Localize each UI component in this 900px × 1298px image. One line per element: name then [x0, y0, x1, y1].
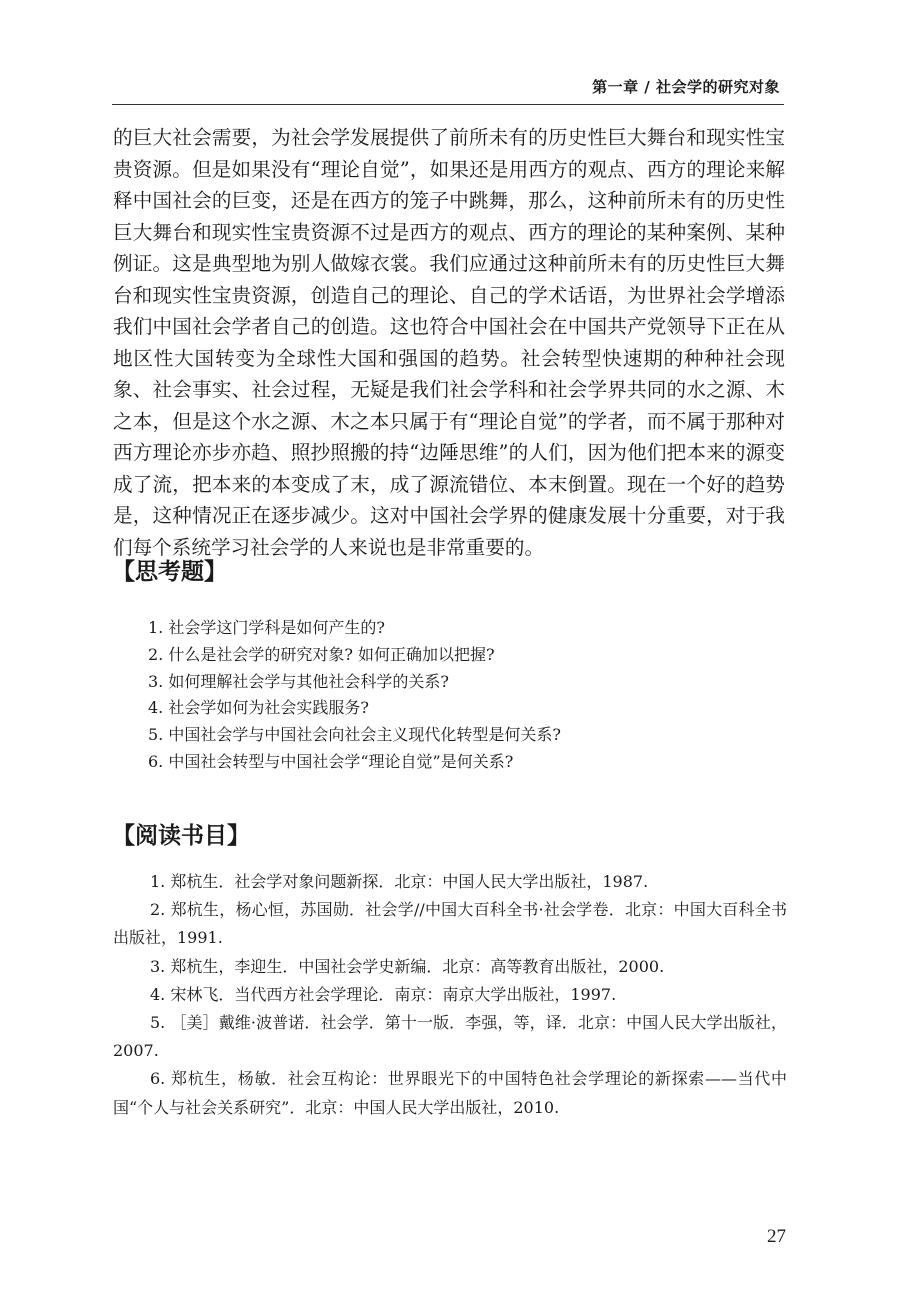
page-number: 27	[767, 1226, 786, 1247]
question-item: 3. 如何理解社会学与其他社会科学的关系?	[148, 671, 449, 691]
running-header-chapter-title: 第一章 / 社会学的研究对象	[592, 78, 780, 96]
reading-item: 2. 郑杭生，杨心恒，苏国勋．社会学//中国大百科全书·社会学卷．北京：中国大百科全书出版社，1991.	[113, 900, 787, 948]
question-item: 4. 社会学如何为社会实践服务?	[148, 698, 369, 718]
body-paragraph: 的巨大社会需要，为社会学发展提供了前所未有的历史性巨大舞台和现实性宝贵资源。但是如果没有“理论自觉”，如果还是用西方的观点、西方的理论来解释中国社会的巨变，还是在西方的笼子中跳舞，那么，这种前所未有的历史性巨大舞台和现实性宝贵资源不过是西方的观点、西方的理论的某种案例、某种例证。这是典型地为别人做嫁衣裳。我们应通过这种前所未有的历史性巨大舞台和现实性宝贵资源，创造自己的理论、自己的学术话语，为世界社会学增添我们中国社会学者自己的创造。这也符合中国社会在中国共产党领导下正在从地区性大国转变为全球性大国和强国的趋势。社会转型快速期的种种社会现象、社会事实、社会过程，无疑是我们社会学科和社会学界共同的水之源、木之本，但是这个水之源、木之本只属于有“理论自觉”的学者，而不属于那种对西方理论亦步亦趋、照抄照搬的持“边陲思维”的人们，因为他们把本来的源变成了流，把本来的本变成了末，成了源流错位、本末倒置。现在一个好的趋势是，这种情况正在逐步减少。这对中国社会学界的健康发展十分重要，对于我们每个系统学习社会学的人来说也是非常重要的。	[113, 126, 785, 559]
readings-heading: 【阅读书目】	[112, 823, 250, 849]
reading-item: 1. 郑杭生．社会学对象问题新探．北京：中国人民大学出版社，1987.	[150, 872, 649, 891]
reading-item: 6. 郑杭生，杨敏．社会互构论：世界眼光下的中国特色社会学理论的新探索——当代中国“个人与社会关系研究”．北京：中国人民大学出版社，2010.	[113, 1069, 787, 1117]
question-item: 1. 社会学这门学科是如何产生的?	[148, 618, 385, 637]
question-item: 5. 中国社会学与中国社会向社会主义现代化转型是何关系?	[148, 725, 561, 745]
questions-heading: 【思考题】	[112, 559, 227, 585]
questions-list	[148, 615, 788, 776]
header-divider	[112, 104, 784, 105]
readings-list	[113, 868, 787, 1122]
question-item: 2. 什么是社会学的研究对象? 如何正确加以把握?	[148, 644, 495, 664]
question-item: 6. 中国社会转型与中国社会学“理论自觉”是何关系?	[148, 751, 514, 771]
reading-item: 3. 郑杭生，李迎生．中国社会学史新编．北京：高等教育出版社，2000.	[150, 956, 665, 976]
reading-item: 4. 宋林飞．当代西方社会学理论．南京：南京大学出版社，1997.	[150, 984, 617, 1004]
reading-item: 5. ［美］戴维·波普诺．社会学．第十一版．李强，等，译．北京：中国人民大学出版社，2007.	[113, 1013, 787, 1061]
